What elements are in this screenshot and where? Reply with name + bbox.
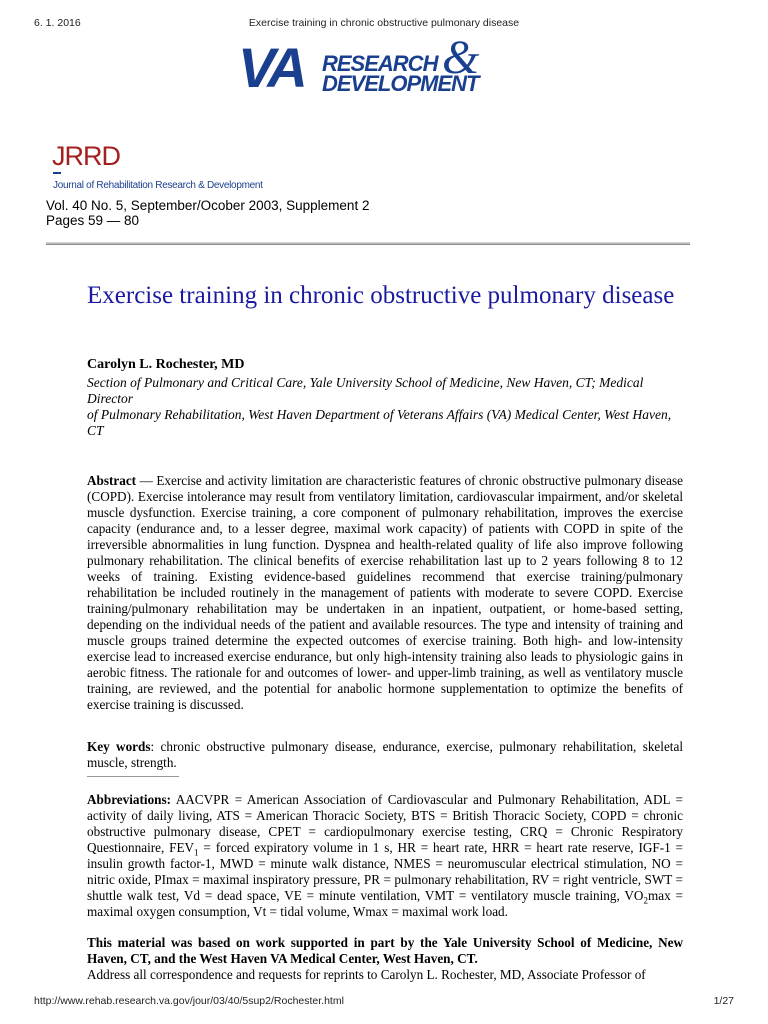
author-name: Carolyn L. Rochester, MD bbox=[87, 357, 245, 372]
va-research-development-logo bbox=[238, 31, 530, 104]
abstract-text: — Exercise and activity limitation are characteristic features of chronic obstructive pulmonary disease (COPD). Exercise intolerance may result from ventilatory limitation, cardiovascular impairment, and/or skeletal muscle dysfunction. Exercise training, a core component of pulmonary rehabilitation, improves the exercise capacity (endurance and, to a lesser degree, maximal work capacity) of patients with COPD in spite of the irreversible abnormalities in lung function. Dyspnea and health-related quality of life also improve following pulmonary rehabilitation. The clinical benefits of exercise rehabilitation last up to 2 years following 8 to 12 weeks of training. Existing evidence-based guidelines recommend that exercise training/pulmonary rehabilitation be included routinely in the management of patients with moderate to severe COPD. Exercise training/pulmonary rehabilitation may be undertaken in an inpatient, outpatient, or home-based setting, depending on the individual needs of the patient and available resources. The type and intensity of training and muscle groups trained determine the expected outcomes of exercise training. Both high- and low-intensity exercise lead to increased exercise endurance, but only high-intensity training also leads to physiologic gains in aerobic fitness. The rationale for and outcomes of lower- and upper-limb training, as well as ventilatory muscle training, are reviewed, and the potential for anabolic hormone supplementation to optimize the benefits of exercise training is discussed. bbox=[87, 473, 683, 712]
abbreviations-text-2: = forced expiratory volume in 1 s, HR = heart rate, HRR = heart rate reserve, IGF-1 = insulin growth factor-1, MWD = minute walk distance, NMES = neuromuscular electrical stimulation, NO = nitric oxide, PImax = maximal inspiratory pressure, PR = pulmonary rehabilitation, RV = right ventricle, SWT = shuttle walk test, Vd = dead space, VE = minute ventilation, VMT = ventilatory muscle training, VO bbox=[87, 840, 683, 903]
print-url[interactable]: http://www.rehab.research.va.gov/jour/03/40/5sup2/Rochester.html bbox=[34, 995, 344, 1007]
logo-ampersand: & bbox=[442, 31, 480, 84]
author-affiliation bbox=[87, 375, 687, 439]
jrrd-logo: JRRD bbox=[52, 141, 120, 171]
keywords-label: Key words bbox=[87, 739, 151, 754]
keywords-text: : chronic obstructive pulmonary disease, endurance, exercise, pulmonary rehabilitation, skeletal muscle, strength. bbox=[87, 739, 683, 770]
correspondence-line: Address all correspondence and requests for reprints to Carolyn L. Rochester, MD, Associate Professor of bbox=[87, 967, 646, 982]
abstract-paragraph bbox=[87, 473, 683, 713]
abstract-label: Abstract bbox=[87, 473, 137, 488]
abbreviations-label: Abbreviations: bbox=[87, 792, 172, 807]
print-date: 6. 1. 2016 bbox=[34, 17, 81, 29]
logo-va-text: VA bbox=[238, 36, 304, 99]
print-page-number: 1/27 bbox=[713, 995, 734, 1007]
jrrd-journal-name: Journal of Rehabilitation Research & Development bbox=[53, 180, 263, 191]
keywords-paragraph bbox=[87, 739, 683, 771]
logo-research-text: RESEARCH bbox=[322, 51, 438, 76]
abbreviations-text-3: max = maximal oxygen consumption, Vt = tidal volume, Wmax = maximal work load. bbox=[87, 888, 683, 919]
article-title: Exercise training in chronic obstructive pulmonary disease bbox=[87, 282, 675, 309]
funding-statement: This material was based on work supported in part by the Yale University School of Medicine, New Haven, CT, and the West Haven VA Medical Center, West Haven, CT. bbox=[87, 935, 683, 966]
citation-volume: Vol. 40 No. 5, September/Ocober 2003, Supplement 2 bbox=[46, 198, 370, 213]
affiliation-line-2: of Pulmonary Rehabilitation, West Haven Department of Veterans Affairs (VA) Medical Center, West Haven, CT bbox=[87, 407, 672, 438]
horizontal-rule bbox=[46, 242, 690, 245]
abbreviations-sub-1: 1 bbox=[194, 847, 199, 858]
abbreviations-sub-2: 2 bbox=[643, 895, 648, 906]
abbreviations-paragraph bbox=[87, 792, 683, 920]
jrrd-underline bbox=[53, 172, 61, 174]
footnote-separator bbox=[87, 776, 179, 777]
logo-development-text: DEVELOPMENT bbox=[322, 71, 479, 96]
abbreviations-text-1: AACVPR = American Association of Cardiovascular and Pulmonary Rehabilitation, ADL = activity of daily living, ATS = American Thoracic Society, BTS = British Thoracic Society, COPD = chronic obstructive pulmonary disease, CPET = cardiopulmonary exercise testing, CRQ = Chronic Respiratory Questionnaire, FEV bbox=[87, 792, 683, 855]
print-page-title: Exercise training in chronic obstructive pulmonary disease bbox=[248, 17, 520, 29]
affiliation-line-1: Section of Pulmonary and Critical Care, Yale University School of Medicine, New Haven, CT; Medical Director bbox=[87, 375, 644, 406]
citation-pages: Pages 59 — 80 bbox=[46, 213, 140, 228]
